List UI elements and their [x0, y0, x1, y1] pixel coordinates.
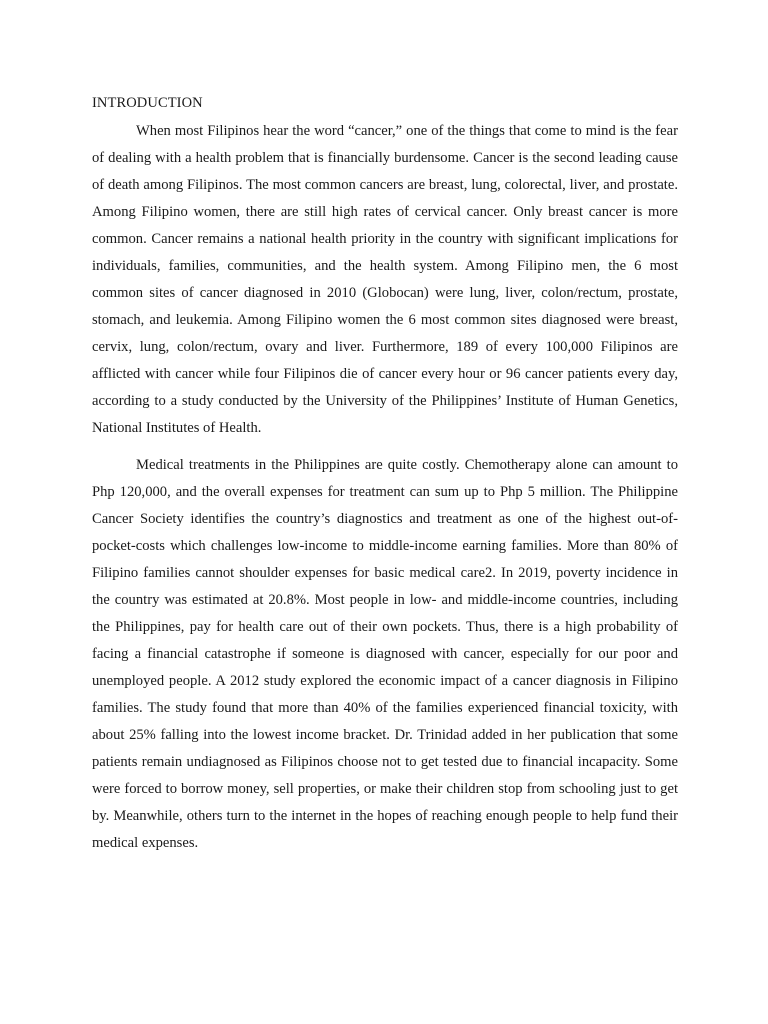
section-heading: INTRODUCTION [92, 95, 203, 111]
document-page [92, 92, 678, 867]
paragraph-cancer-overview: When most Filipinos hear the word “cancer,” one of the things that come to mind is the fear of dealing with a health problem that is financially burdensome. Cancer is the second leading cause of death among Filipinos. The most common cancers are breast, lung, colorectal, liver, and prostate. Among Filipino women, there are still high rates of cervical cancer. Only breast cancer is more common. Cancer remains a national health priority in the country with significant implications for individuals, families, communities, and the health system. Among Filipino men, the 6 most common sites of cancer diagnosed in 2010 (Globocan) were lung, liver, colon/rectum, prostate, stomach, and leukemia. Among Filipino women the 6 most common sites diagnosed were breast, cervix, lung, colon/rectum, ovary and liver. Furthermore, 189 of every 100,000 Filipinos are afflicted with cancer while four Filipinos die of cancer every hour or 96 cancer patients every day, according to a study conducted by the University of the Philippines’ Institute of Human Genetics, National Institutes of Health. [92, 123, 678, 436]
paragraph-treatment-costs: Medical treatments in the Philippines are quite costly. Chemotherapy alone can amount to Php 120,000, and the overall expenses for treatment can sum up to Php 5 million. The Philippine Cancer Society identifies the country’s diagnostics and treatment as one of the highest out-of-pocket-costs which challenges low-income to middle-income earning families. More than 80% of Filipino families cannot shoulder expenses for basic medical care2. In 2019, poverty incidence in the country was estimated at 20.8%. Most people in low- and middle-income countries, including the Philippines, pay for health care out of their own pockets. Thus, there is a high probability of facing a financial catastrophe if someone is diagnosed with cancer, especially for our poor and unemployed people. A 2012 study explored the economic impact of a cancer diagnosis in Filipino families. The study found that more than 40% of the families experienced financial toxicity, with about 25% falling into the lowest income bracket. Dr. Trinidad added in her publication that some patients remain undiagnosed as Filipinos choose not to get tested due to financial incapacity. Some were forced to borrow money, sell properties, or make their children stop from schooling just to get by. Meanwhile, others turn to the internet in the hopes of reaching enough people to help fund their medical expenses. [92, 457, 678, 851]
